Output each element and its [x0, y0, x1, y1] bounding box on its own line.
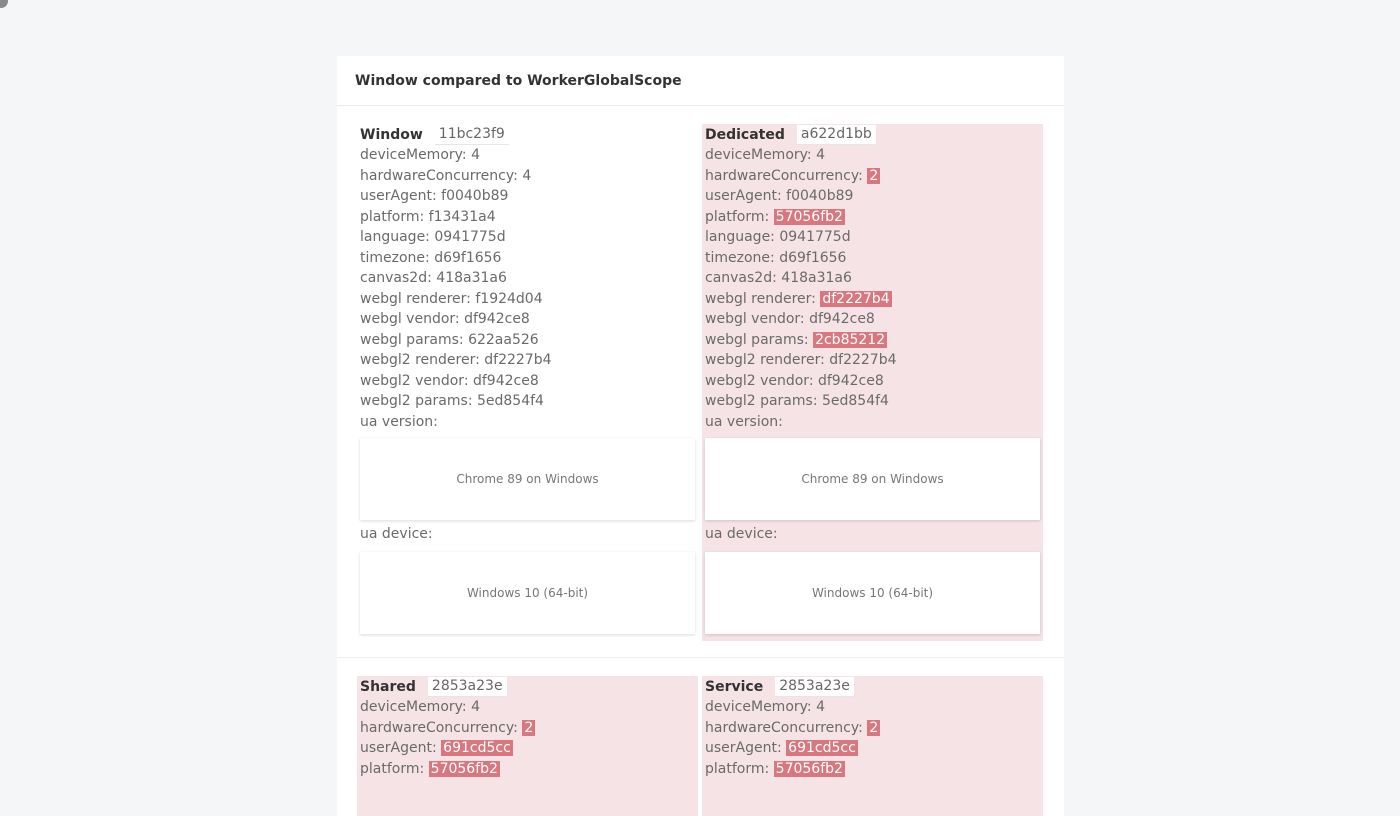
webgl2-params-value: 5ed854f4 — [821, 393, 889, 409]
webgl-vendor-value: df942ce8 — [809, 311, 875, 327]
service-panel — [702, 676, 1043, 816]
webgl-params-value: 622aa526 — [468, 331, 539, 348]
user-agent-value: 691cd5cc — [788, 740, 856, 756]
device-memory-row: deviceMemory: 4 — [360, 147, 480, 163]
panel-name: Shared — [360, 678, 416, 695]
device-memory-value: 4 — [471, 147, 480, 163]
window-panel — [357, 124, 698, 634]
webgl2-renderer-value: df2227b4 — [484, 352, 552, 368]
webgl-vendor-value: df942ce8 — [464, 311, 530, 327]
card-title: Window compared to WorkerGlobalScope — [355, 72, 682, 89]
canvas2d-value: 418a31a6 — [781, 270, 852, 286]
device-memory-row: deviceMemory: 4 — [360, 699, 480, 715]
canvas2d-value: 418a31a6 — [436, 270, 507, 286]
webgl-params-row: webgl params: 622aa526 — [360, 331, 539, 348]
ua-device-label: ua device: — [360, 526, 433, 542]
timezone-value: d69f1656 — [779, 249, 847, 266]
webgl-params-value: 2cb85212 — [815, 331, 886, 348]
timezone-row: timezone: d69f1656 — [705, 249, 847, 266]
platform-row: platform: f13431a4 — [360, 208, 496, 225]
webgl2-renderer-row: webgl2 renderer: df2227b4 — [360, 352, 552, 368]
panel-name: Dedicated — [705, 126, 785, 143]
ua-device-box: Windows 10 (64-bit) — [360, 552, 695, 634]
hardware-concurrency-row: hardwareConcurrency: 4 — [360, 167, 532, 184]
webgl-renderer-row: webgl renderer: df2227b4 — [705, 290, 890, 307]
panel-hash: 2853a23e — [428, 677, 507, 697]
panel-header — [360, 124, 695, 145]
ua-version-label: ua version: — [360, 413, 438, 430]
shared-panel — [357, 676, 698, 816]
webgl-renderer-row: webgl renderer: f1924d04 — [360, 290, 543, 307]
webgl2-renderer-row: webgl2 renderer: df2227b4 — [705, 352, 897, 368]
platform-row: platform: 57056fb2 — [360, 760, 498, 777]
webgl2-vendor-value: df942ce8 — [472, 372, 539, 389]
corner-indicator — [0, 0, 8, 8]
webgl2-vendor-row: webgl2 vendor: df942ce8 — [360, 372, 539, 389]
user-agent-value: f0040b89 — [441, 188, 509, 204]
ua-version-label: ua version: — [705, 413, 783, 430]
panel-hash: 11bc23f9 — [435, 125, 509, 145]
ua-version-box: Chrome 89 on Windows — [360, 438, 695, 520]
webgl2-renderer-value: df2227b4 — [829, 352, 897, 368]
canvas2d-row: canvas2d: 418a31a6 — [360, 270, 507, 286]
panel-name: Window — [360, 126, 423, 143]
webgl-vendor-row: webgl vendor: df942ce8 — [705, 311, 875, 327]
platform-value: 57056fb2 — [775, 760, 843, 777]
user-agent-row: userAgent: f0040b89 — [705, 188, 854, 204]
webgl-params-row: webgl params: 2cb85212 — [705, 331, 886, 348]
platform-value: 57056fb2 — [430, 760, 498, 777]
language-row: language: 0941775d — [705, 229, 851, 245]
user-agent-value: 691cd5cc — [443, 740, 511, 756]
panel-header — [705, 676, 1040, 697]
panel-hash: 2853a23e — [775, 677, 854, 697]
webgl-renderer-value: f1924d04 — [475, 290, 543, 307]
platform-row: platform: 57056fb2 — [705, 208, 843, 225]
panel-name: Service — [705, 678, 764, 695]
webgl2-params-value: 5ed854f4 — [476, 393, 544, 409]
language-row: language: 0941775d — [360, 229, 506, 245]
user-agent-row: userAgent: f0040b89 — [360, 188, 509, 204]
user-agent-value: f0040b89 — [786, 188, 854, 204]
ua-device-label: ua device: — [705, 526, 778, 542]
canvas2d-row: canvas2d: 418a31a6 — [705, 270, 852, 286]
language-value: 0941775d — [779, 229, 851, 245]
dedicated-panel — [702, 124, 1043, 641]
panel-header — [705, 124, 1040, 145]
webgl2-params-row: webgl2 params: 5ed854f4 — [360, 393, 544, 409]
language-value: 0941775d — [434, 229, 506, 245]
panel-header — [360, 676, 695, 697]
timezone-value: d69f1656 — [434, 249, 502, 266]
platform-value: 57056fb2 — [775, 208, 843, 225]
webgl2-params-row: webgl2 params: 5ed854f4 — [705, 393, 889, 409]
device-memory-value: 4 — [816, 699, 825, 715]
device-memory-row: deviceMemory: 4 — [705, 699, 825, 715]
hardware-concurrency-row: hardwareConcurrency: 2 — [360, 719, 534, 736]
ua-version-box: Chrome 89 on Windows — [705, 438, 1040, 520]
panel-hash: a622d1bb — [797, 125, 876, 145]
webgl-vendor-row: webgl vendor: df942ce8 — [360, 311, 530, 327]
ua-device-box: Windows 10 (64-bit) — [705, 552, 1040, 634]
device-memory-value: 4 — [471, 699, 480, 715]
hardware-concurrency-value: 4 — [522, 167, 532, 184]
hardware-concurrency-row: hardwareConcurrency: 2 — [705, 167, 879, 184]
card-header — [337, 56, 1064, 106]
hardware-concurrency-value: 2 — [524, 719, 534, 736]
user-agent-row: userAgent: 691cd5cc — [360, 740, 511, 756]
webgl2-vendor-row: webgl2 vendor: df942ce8 — [705, 372, 884, 389]
platform-row: platform: 57056fb2 — [705, 760, 843, 777]
webgl-renderer-value: df2227b4 — [822, 290, 890, 307]
platform-value: f13431a4 — [428, 208, 496, 225]
comparison-card — [337, 56, 1064, 816]
webgl2-vendor-value: df942ce8 — [817, 372, 884, 389]
device-memory-value: 4 — [816, 147, 825, 163]
device-memory-row: deviceMemory: 4 — [705, 147, 825, 163]
timezone-row: timezone: d69f1656 — [360, 249, 502, 266]
section-divider — [337, 657, 1064, 658]
hardware-concurrency-value: 2 — [869, 167, 879, 184]
user-agent-row: userAgent: 691cd5cc — [705, 740, 856, 756]
hardware-concurrency-value: 2 — [869, 719, 879, 736]
hardware-concurrency-row: hardwareConcurrency: 2 — [705, 719, 879, 736]
